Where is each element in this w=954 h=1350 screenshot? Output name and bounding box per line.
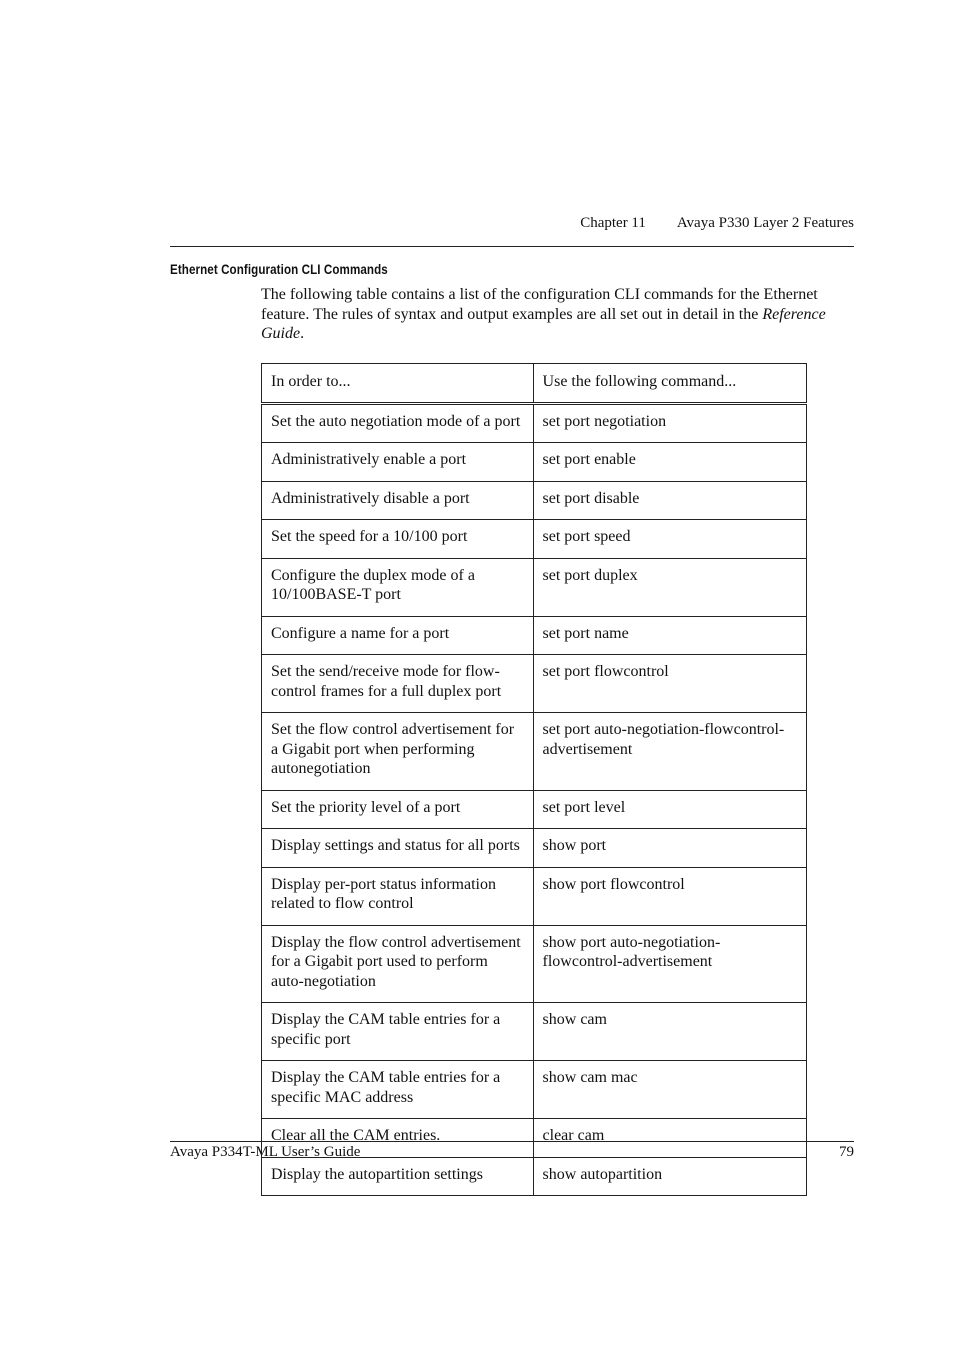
command-cell: show port flowcontrol — [533, 867, 806, 925]
table-row — [262, 558, 807, 616]
table-row — [262, 520, 807, 559]
chapter-title: Avaya P330 Layer 2 Features — [676, 215, 854, 231]
table-row — [262, 713, 807, 791]
commands-table — [261, 363, 807, 1196]
table-row — [262, 1003, 807, 1061]
table-row — [262, 790, 807, 829]
page-header — [580, 215, 854, 232]
task-cell: Display the flow control advertisement for a Gigabit port used to perform auto-negotiation — [262, 925, 534, 1003]
command-cell: set port speed — [533, 520, 806, 559]
task-cell: Display settings and status for all ports — [262, 829, 534, 868]
task-cell: Set the auto negotiation mode of a port — [262, 403, 534, 443]
table-row — [262, 1157, 807, 1196]
task-cell: Administratively disable a port — [262, 481, 534, 520]
table-row — [262, 829, 807, 868]
table-body — [262, 403, 807, 1196]
task-cell: Clear all the CAM entries. — [262, 1119, 534, 1158]
column-header-command: Use the following command... — [533, 364, 806, 404]
intro-text-end: . — [300, 325, 305, 342]
command-cell: set port level — [533, 790, 806, 829]
command-cell: show port auto-negotiation-flowcontrol-advertisement — [533, 925, 806, 1003]
task-cell: Display per-port status information related to flow control — [262, 867, 534, 925]
task-cell: Administratively enable a port — [262, 443, 534, 482]
command-cell: show cam mac — [533, 1061, 806, 1119]
task-cell: Set the flow control advertisement for a Gigabit port when performing autonegotiation — [262, 713, 534, 791]
table-row — [262, 655, 807, 713]
reference-guide-emphasis: Reference Guide — [261, 305, 826, 342]
command-cell: set port negotiation — [533, 403, 806, 443]
task-cell: Set the priority level of a port — [262, 790, 534, 829]
command-cell: show port — [533, 829, 806, 868]
command-cell: set port disable — [533, 481, 806, 520]
table-row — [262, 616, 807, 655]
table-header-row — [262, 364, 807, 404]
table-row — [262, 925, 807, 1003]
task-cell: Display the CAM table entries for a specific port — [262, 1003, 534, 1061]
header-rule — [170, 246, 854, 247]
command-cell: show cam — [533, 1003, 806, 1061]
intro-paragraph — [261, 285, 855, 344]
table-row — [262, 481, 807, 520]
page-number: 79 — [839, 1144, 854, 1160]
command-cell: show autopartition — [533, 1157, 806, 1196]
task-cell: Set the send/receive mode for flow-control frames for a full duplex port — [262, 655, 534, 713]
footer-rule — [170, 1141, 854, 1142]
table-row — [262, 1061, 807, 1119]
command-cell: set port enable — [533, 443, 806, 482]
task-cell: Set the speed for a 10/100 port — [262, 520, 534, 559]
task-cell: Configure the duplex mode of a 10/100BASE-T port — [262, 558, 534, 616]
footer-guide-title: Avaya P334T-ML User’s Guide — [170, 1144, 361, 1160]
command-cell: set port auto-negotiation-flowcontrol-advertisement — [533, 713, 806, 791]
command-cell: clear cam — [533, 1119, 806, 1158]
chapter-label: Chapter 11 — [580, 215, 646, 231]
task-cell: Display the autopartition settings — [262, 1157, 534, 1196]
table-row — [262, 403, 807, 443]
section-title: Ethernet Configuration CLI Commands — [170, 262, 388, 277]
task-cell: Display the CAM table entries for a specific MAC address — [262, 1061, 534, 1119]
command-cell: set port name — [533, 616, 806, 655]
command-cell: set port duplex — [533, 558, 806, 616]
column-header-task: In order to... — [262, 364, 534, 404]
task-cell: Configure a name for a port — [262, 616, 534, 655]
command-cell: set port flowcontrol — [533, 655, 806, 713]
table-row — [262, 443, 807, 482]
intro-text: The following table contains a list of the configuration CLI commands for the Ethernet feature. The rules of syntax and output examples are all set out in detail in the — [261, 286, 818, 323]
table-row — [262, 867, 807, 925]
